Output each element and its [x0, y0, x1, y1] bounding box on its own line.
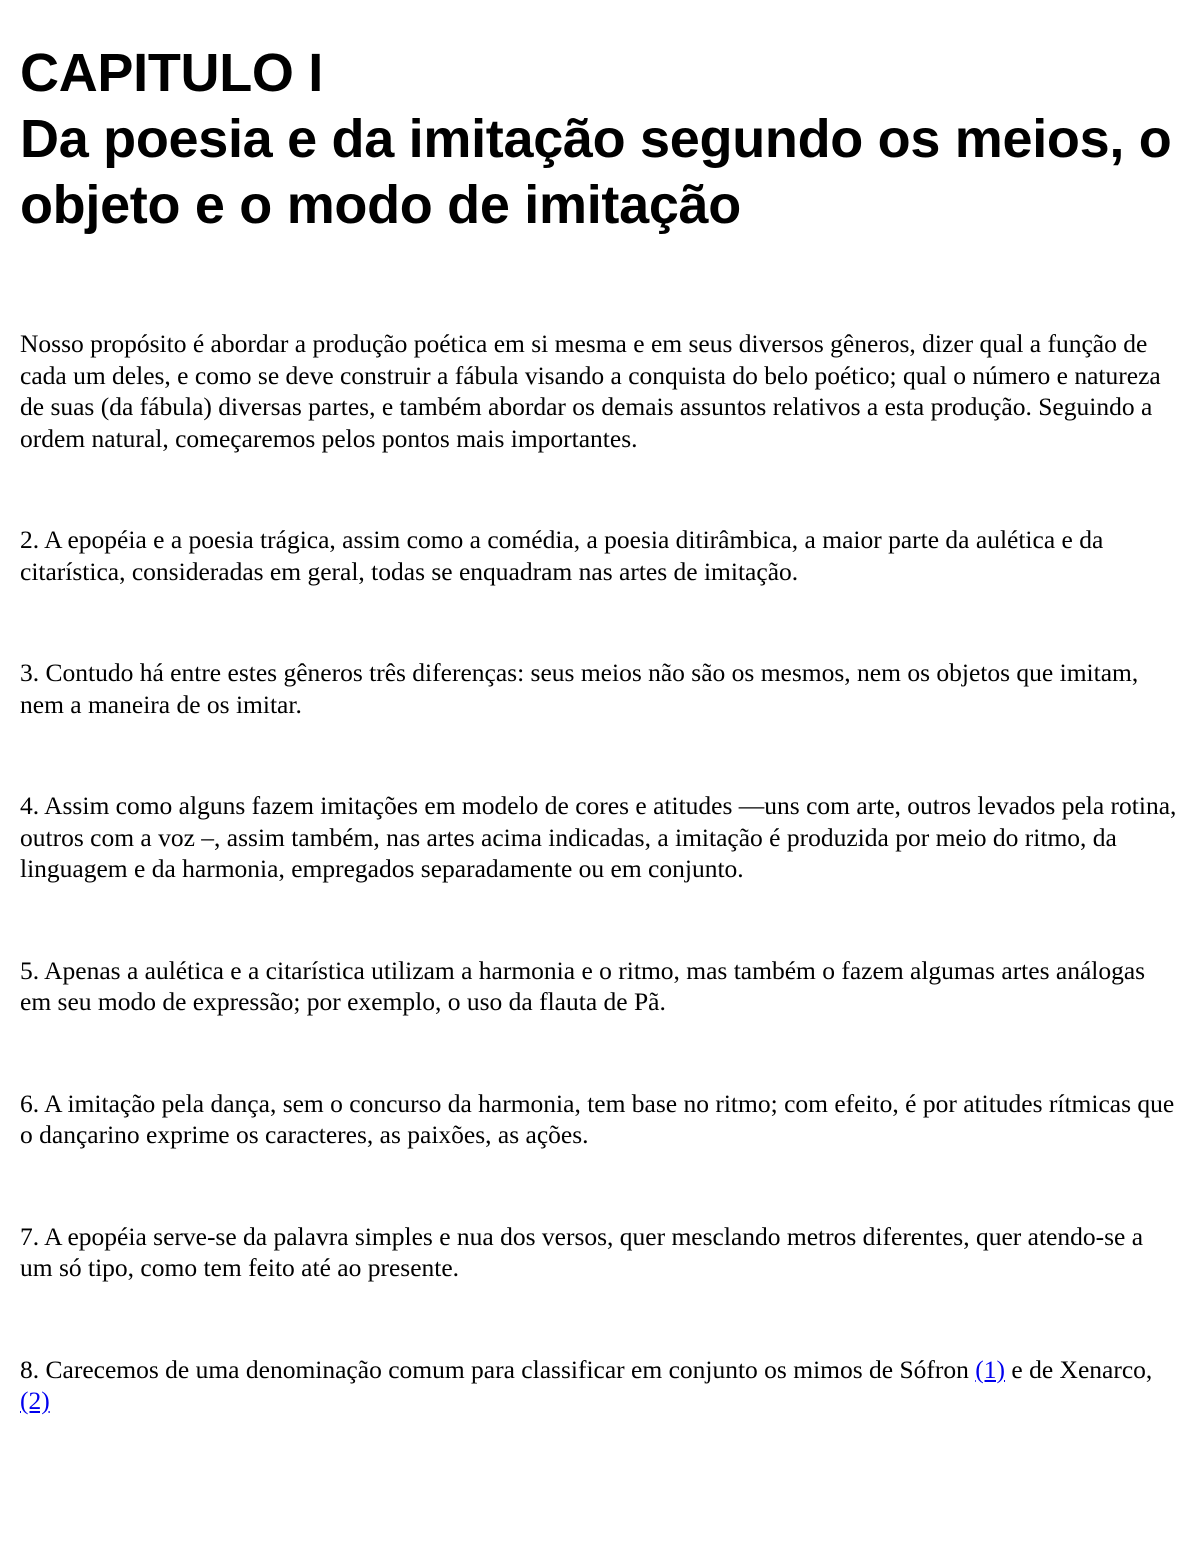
- chapter-body: [20, 328, 1180, 1417]
- document-page: [20, 40, 1180, 1487]
- paragraph-6: 6. A imitação pela dança, sem o concurso da harmonia, tem base no ritmo; com efeito, é por atitudes rítmicas que o dançarino exprime os caracteres, as paixões, as ações.: [20, 1088, 1175, 1149]
- paragraph-8-text-start: 8. Carecemos de uma denominação comum para classificar em conjunto os mimos de Sófron: [20, 1354, 976, 1384]
- paragraph-2: 2. A epopéia e a poesia trágica, assim como a comédia, a poesia ditirâmbica, a maior parte da aulética e da citarística, consideradas em geral, todas se enquadram nas artes de imitação.: [20, 525, 1104, 586]
- footnote-link-2[interactable]: (2): [20, 1386, 50, 1415]
- paragraph-8-text-middle: e de Xenarco,: [1005, 1354, 1153, 1384]
- chapter-title: CAPITULO I: [20, 43, 323, 103]
- paragraph-8: [20, 1354, 1180, 1417]
- paragraph-4: 4. Assim como alguns fazem imitações em modelo de cores e atitudes —uns com arte, outros levados pela rotina, outros com a voz –, assim também, nas artes acima indicadas, a imitação é produzida por meio do ritmo, da linguagem e da harmonia, empregados separadamente ou em conjunto.: [20, 791, 1177, 883]
- paragraph-5: 5. Apenas a aulética e a citarística utilizam a harmonia e o ritmo, mas também o fazem algumas artes análogas em seu modo de expressão; por exemplo, o uso da flauta de Pã.: [20, 955, 1146, 1016]
- paragraph-7: 7. A epopéia serve-se da palavra simples e nua dos versos, quer mesclando metros diferentes, quer atendo-se a um só tipo, como tem feito até ao presente.: [20, 1221, 1144, 1282]
- chapter-heading: [20, 40, 1180, 238]
- paragraph-1: Nosso propósito é abordar a produção poética em si mesma e em seus diversos gêneros, dizer qual a função de cada um deles, e como se deve construir a fábula visando a conquista do belo poético; qual o número e natureza de suas (da fábula) diversas partes, e também abordar os demais assuntos relativos a esta produção. Seguindo a ordem natural, começaremos pelos pontos mais importantes.: [20, 329, 1161, 453]
- chapter-subtitle: Da poesia e da imitação segundo os meios, o objeto e o modo de imitação: [20, 109, 1172, 235]
- paragraph-3: 3. Contudo há entre estes gêneros três diferenças: seus meios não são os mesmos, nem os objetos que imitam, nem a maneira de os imitar.: [20, 658, 1139, 719]
- footnote-link-1[interactable]: (1): [975, 1354, 1006, 1384]
